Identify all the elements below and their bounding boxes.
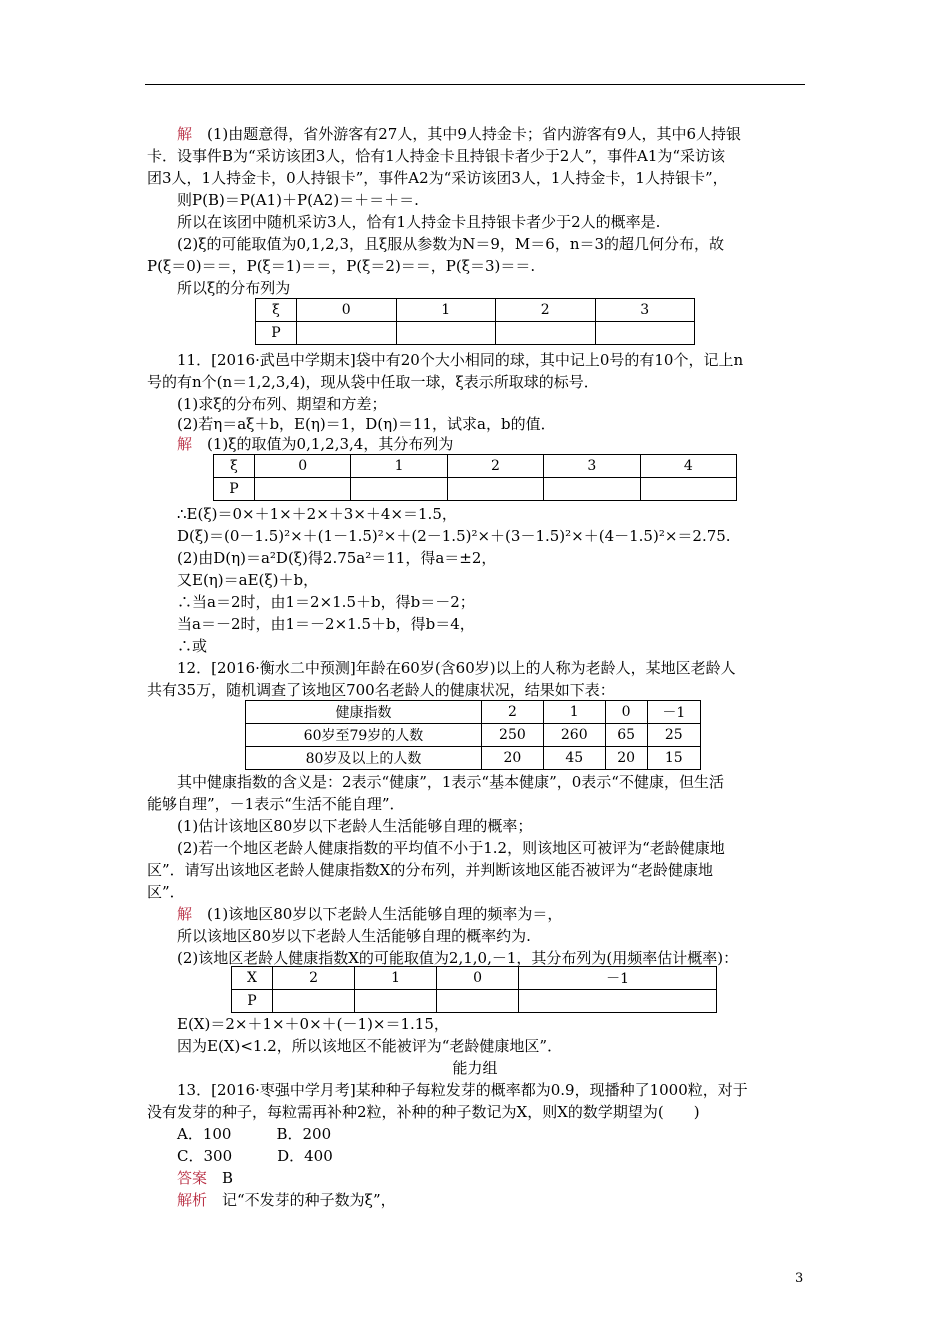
health-index-table — [245, 700, 701, 770]
line: 则P(B)＝P(A1)＋P(A2)＝＋＝＋＝. — [177, 191, 419, 209]
distribution-table-1 — [255, 298, 695, 345]
distribution-table-2 — [213, 454, 737, 501]
line: 解 (1)ξ的取值为0,1,2,3,4，其分布列为 — [177, 435, 454, 453]
table-cell: －1 — [519, 967, 717, 990]
line: (2)由D(η)＝a²D(ξ)得2.75a²＝11，得a＝±2， — [177, 549, 497, 567]
keyword-label: 解 — [177, 125, 193, 143]
table-cell — [273, 990, 355, 1013]
keyword-label: 解 — [177, 905, 193, 923]
section-heading: 能力组 — [452, 1059, 498, 1077]
table-cell: 15 — [647, 747, 700, 770]
line: ∴当a＝2时，由1＝2×1.5＋b，得b＝－2； — [177, 593, 475, 611]
line: 区”． — [147, 883, 185, 901]
line: 卡．设事件B为“采访该团3人，恰有1人持金卡且持银卡者少于2人”，事件A1为“采访该 — [147, 147, 726, 165]
line: 解 (1)由题意得，省外游客有27人，其中9人持金卡；省内游客有9人，其中6人持银 — [177, 125, 741, 143]
table-cell — [544, 478, 640, 501]
line: ∴E(ξ)＝0×＋1×＋2×＋3×＋4×＝1.5， — [177, 505, 457, 523]
table-cell: 20 — [605, 747, 647, 770]
line: 所以该地区80岁以下老龄人生活能够自理的概率约为. — [177, 927, 531, 945]
line: 12．[2016·衡水二中预测]年龄在60岁(含60岁)以上的人称为老龄人，某地区老龄人 — [177, 659, 736, 677]
distribution-table-X — [231, 966, 717, 1013]
table-cell: ξ — [256, 299, 297, 322]
table-cell: 65 — [605, 724, 647, 747]
line: 共有35万，随机调查了该地区700名老龄人的健康状况，结果如下表： — [147, 681, 615, 699]
table-cell — [595, 322, 695, 345]
table-cell: 3 — [544, 455, 640, 478]
table-cell — [351, 478, 447, 501]
table-cell: 60岁至79岁的人数 — [246, 724, 482, 747]
table-cell: 2 — [496, 299, 596, 322]
line: 解 (1)该地区80岁以下老龄人生活能够自理的频率为＝， — [177, 905, 563, 923]
keyword-label: 解 — [177, 435, 193, 453]
table-cell: 2 — [447, 455, 543, 478]
table-cell: －1 — [647, 701, 700, 724]
line: 能够自理”，－1表示“生活不能自理”． — [147, 795, 405, 813]
table-cell: 0 — [437, 967, 519, 990]
table-cell: 45 — [543, 747, 605, 770]
line: P(ξ＝0)＝＝，P(ξ＝1)＝＝，P(ξ＝2)＝＝，P(ξ＝3)＝＝. — [147, 257, 536, 275]
line: (1)估计该地区80岁以下老龄人生活能够自理的概率； — [177, 817, 533, 835]
table-cell: X — [232, 967, 273, 990]
table-cell: 健康指数 — [246, 701, 482, 724]
keyword-label: 答案 — [177, 1169, 208, 1187]
option-line: A．100 B．200 — [177, 1125, 332, 1143]
keyword-label: 解析 — [177, 1191, 208, 1209]
line: 所以ξ的分布列为 — [177, 279, 291, 297]
line: E(X)＝2×＋1×＋0×＋(－1)×＝1.15， — [177, 1015, 449, 1033]
table-cell: P — [232, 990, 273, 1013]
line: 又E(η)＝aE(ξ)＋b， — [177, 571, 319, 589]
option-line: C．300 D．400 — [177, 1147, 333, 1165]
table-cell: 4 — [640, 455, 736, 478]
line: 所以在该团中随机采访3人，恰有1人持金卡且持银卡者少于2人的概率是. — [177, 213, 661, 231]
table-cell: 0 — [297, 299, 397, 322]
table-cell: 260 — [543, 724, 605, 747]
table-cell — [297, 322, 397, 345]
table-cell: 3 — [595, 299, 695, 322]
line: 号的有n个(n＝1,2,3,4)，现从袋中任取一球，ξ表示所取球的标号． — [147, 373, 599, 391]
table-cell: 1 — [355, 967, 437, 990]
table-cell — [437, 990, 519, 1013]
line: (1)求ξ的分布列、期望和方差； — [177, 395, 387, 413]
table-cell: 2 — [273, 967, 355, 990]
table-cell — [496, 322, 596, 345]
analysis-line: 解析 记“不发芽的种子数为ξ”， — [177, 1191, 396, 1209]
line: 11．[2016·武邑中学期末]袋中有20个大小相同的球，其中记上0号的有10个，记上n — [177, 351, 744, 369]
line: D(ξ)＝(0－1.5)²×＋(1－1.5)²×＋(2－1.5)²×＋(3－1.5)²×＋(4－1.5)²×＝2.75. — [177, 527, 731, 545]
table-cell — [519, 990, 717, 1013]
line: 13．[2016·枣强中学月考]某种种子每粒发芽的概率都为0.9，现播种了1000粒，对于 — [177, 1081, 748, 1099]
page-number: 3 — [795, 1271, 804, 1286]
table-cell — [640, 478, 736, 501]
line: 当a＝－2时，由1＝－2×1.5＋b，得b＝4， — [177, 615, 475, 633]
table-cell: P — [214, 478, 255, 501]
line: 团3人，1人持金卡，0人持银卡”，事件A2为“采访该团3人，1人持金卡，1人持银卡”， — [147, 169, 728, 187]
table-cell: 0 — [255, 455, 351, 478]
table-cell — [255, 478, 351, 501]
table-cell: 1 — [351, 455, 447, 478]
table-cell: 1 — [543, 701, 605, 724]
line: (2)ξ的可能取值为0,1,2,3，且ξ服从参数为N＝9，M＝6，n＝3的超几何分布，故 — [177, 235, 725, 253]
answer-line: 答案 B — [177, 1169, 234, 1187]
line: (2)若η＝aξ＋b，E(η)＝1，D(η)＝11，试求a，b的值． — [177, 415, 556, 433]
table-cell: 25 — [647, 724, 700, 747]
line: (2)若一个地区老龄人健康指数的平均值不小于1.2，则该地区可被评为“老龄健康地 — [177, 839, 725, 857]
table-cell — [396, 322, 496, 345]
header-rule — [145, 84, 805, 85]
table-cell: 250 — [482, 724, 544, 747]
line: 其中健康指数的含义是：2表示“健康”，1表示“基本健康”，0表示“不健康，但生活 — [177, 773, 724, 791]
table-cell: 80岁及以上的人数 — [246, 747, 482, 770]
table-cell: 20 — [482, 747, 544, 770]
table-cell: 1 — [396, 299, 496, 322]
line: 区”．请写出该地区老龄人健康指数X的分布列，并判断该地区能否被评为“老龄健康地 — [147, 861, 714, 879]
line: 因为E(X)<1.2，所以该地区不能被评为“老龄健康地区”． — [177, 1037, 563, 1055]
table-cell — [447, 478, 543, 501]
line: (2)该地区老龄人健康指数X的可能取值为2,1,0,－1，其分布列为(用频率估计概率)： — [177, 949, 739, 967]
table-cell — [355, 990, 437, 1013]
table-cell: 0 — [605, 701, 647, 724]
table-cell: 2 — [482, 701, 544, 724]
line: 没有发芽的种子，每粒需再补种2粒，补种的种子数记为X，则X的数学期望为( ) — [147, 1103, 700, 1121]
table-cell: ξ — [214, 455, 255, 478]
line: ∴或 — [177, 637, 208, 655]
table-cell: P — [256, 322, 297, 345]
